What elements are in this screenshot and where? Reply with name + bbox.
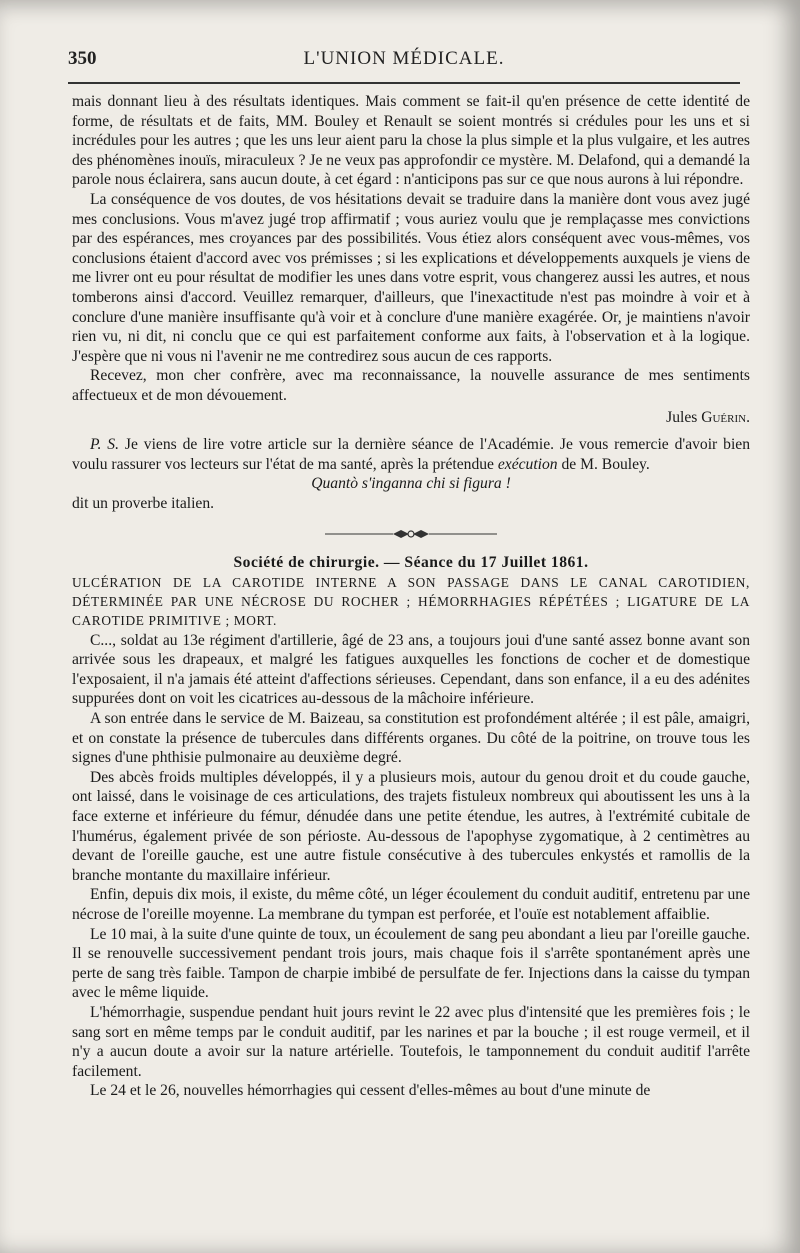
section-heading: Société de chirurgie. — Séance du 17 Juillet 1861. <box>233 554 589 572</box>
case-paragraph-2: A son entrée dans le service de M. Baizeau, sa constitution est profondément altérée ; il est pâle, amaigri, et on constate la présence de tubercules dans différents organes. Du côté de la poitrine, on trouve tous les signes d'une phthisie pulmonaire au deuxième degré. <box>72 710 750 767</box>
letter-paragraph-3: Recevez, mon cher confrère, avec ma reconnaissance, la nouvelle assurance de mes sentiments affectueux et de mon dévouement. <box>72 367 750 404</box>
postscript-paragraph <box>72 435 750 474</box>
case-paragraph-4: Enfin, depuis dix mois, il existe, du même côté, un léger écoulement du conduit auditif, entretenu par une nécrose de l'oreille moyenne. La membrane du tympan est perforée, et l'ouïe est notablement affaiblie. <box>72 886 750 923</box>
postscript-text-after: de M. Bouley. <box>557 455 650 473</box>
case-paragraph-3: Des abcès froids multiples développés, il y a plusieurs mois, autour du genou droit et du coude gauche, ont laissé, dans le voisinage de ces articulations, des trajets fistuleux nombreux qui aboutissent les uns à la face externe et inférieure du fémur, dénudée dans une petite étendue, les autres, à l'extrémité cubitale de l'humérus, également privée de son périoste. Au-dessous de l'apophyse zygomatique, à 2 centimètres au devant de l'oreille gauche, est une autre fistule consécutive à des tubercules enkystés et ramollis de la branche montante du maxillaire inférieur. <box>72 768 750 884</box>
letter-paragraph-1: mais donnant lieu à des résultats identiques. Mais comment se fait-il qu'en présence de cette identité de forme, de résultats et de faits, MM. Bouley et Renault se soient montrés si crédules pour les uns et si incrédules pour les autres ; que les uns leur aient paru la chose la plus simple et la plus vulgaire, et les autres des phénomènes inouïs, miraculeux ? Je ne veux pas approfondir ce mystère. M. Delafond, qui a demandé la parole nous éclairera, sans aucun doute, à cet égard : n'anticipons pas sur ce que nous aurons à lui répondre. <box>72 93 750 189</box>
case-title: ULCÉRATION DE LA CAROTIDE INTERNE A SON PASSAGE DANS LE CANAL CAROTIDIEN, DÉTERMINÉE PAR UNE NÉCROSE DU ROCHER ; HÉMORRHAGIES RÉPÉTÉES ; LIGATURE DE LA CAROTIDE PRIMITIVE ; MORT. <box>72 575 750 629</box>
text-column <box>72 92 750 1101</box>
signature <box>72 408 750 428</box>
case-paragraph-6: L'hémorrhagie, suspendue pendant huit jours revint le 22 avec plus d'intensité que les premières fois ; le sang sort en même temps par le conduit auditif, par les narines et par la bouche ; il est rouge vermeil, et il n'y a aucun doute a avoir sur la nature artérielle. Toutefois, le tamponnement du conduit auditif l'arrête facilement. <box>72 1003 750 1080</box>
postscript-text-before: Je viens de lire votre article sur la dernière séance de l'Académie. Je vous remercie d'avoir bien voulu rassurer vos lecteurs sur l'état de ma santé, après la prétendue <box>72 436 750 473</box>
ornament-divider <box>321 527 501 541</box>
case-paragraph-1: C..., soldat au 13e régiment d'artillerie, âgé de 23 ans, a toujours joui d'une santé assez bonne avant son arrivée sous les drapeaux, et malgré les fatigues auxquelles les fonctions de cocher et de domestique l'exposaient, il n'a jamais été atteint d'affections sérieuses. Cependant, dans son enfance, il a eu des adénites suppurées dont on voit les cicatrices au-dessous de la mâchoire inférieure. <box>72 631 750 708</box>
case-paragraph-7: Le 24 et le 26, nouvelles hémorrhagies qui cessent d'elles-mêmes au bout d'une minute de <box>90 1082 651 1100</box>
italian-quote: Quantò s'inganna chi si figura ! <box>311 475 511 493</box>
signature-first-name: Jules <box>666 408 702 426</box>
header-rule <box>68 82 740 84</box>
page-number: 350 <box>68 48 97 69</box>
page-header <box>68 48 740 78</box>
postscript-label: P. S. <box>90 436 120 454</box>
postscript-italic-word: exécution <box>497 455 558 473</box>
journal-title: L'UNION MÉDICALE. <box>303 48 505 69</box>
signature-last-name: Guérin. <box>701 408 750 426</box>
letter-paragraph-2: La conséquence de vos doutes, de vos hésitations devait se traduire dans la manière dont vous avez jugé mes conclusions. Vous m'avez jugé trop affirmatif ; vous auriez voulu que je remplaçasse mes convictions par des espérances, mes croyances par des possibilités. Vous étiez alors conséquent avec vous-mêmes, vos conclusions étaient d'accord avec vos prémisses ; si les explications et développements auxquels je viens de me livrer ont eu pour résultat de modifier les unes dans votre esprit, vous changerez aussi les autres, et nous tomberons ainsi d'accord. Veuillez remarquer, d'ailleurs, que l'inexactitude n'est pas moindre à voir et à conclure d'une manière insuffisante qu'à voir et à conclure d'une manière exagérée. Or, je maintiens n'avoir rien vu, ni dit, ni conclu que ce qui est parfaitement conforme aux faits, à l'observation et à la logique. J'espère que ni vous ni l'avenir ne me contredirez sous aucun de ces rapports. <box>72 190 750 365</box>
case-paragraph-5: Le 10 mai, à la suite d'une quinte de toux, un écoulement de sang peu abondant a lieu par l'oreille gauche. Il se renouvelle successivement pendant trois jours, mais chaque fois il s'arrête spontanément après une perte de sang très faible. Tampon de charpie imbibé de persulfate de fer. Injections dans la caisse du tympan avec le même liquide. <box>72 925 750 1002</box>
postscript-closing: dit un proverbe italien. <box>72 494 215 512</box>
